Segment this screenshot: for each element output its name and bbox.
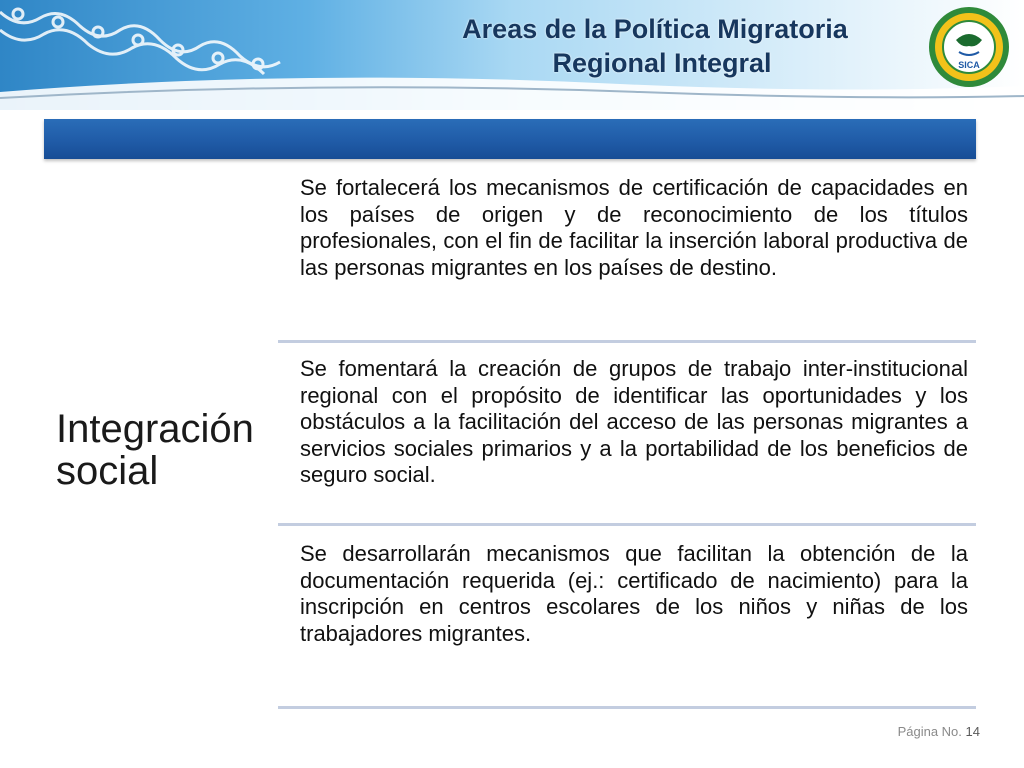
policy-item: Se desarrollarán mecanismos que facilitan la obtención de la documentación requerida (ej.: certificado de nacimiento) para la inscripción en centros escolares de los niños y niñas de los trabajadores migrantes. — [300, 541, 968, 646]
policy-item: Se fortalecerá los mecanismos de certificación de capacidades en los países de origen y de reconocimiento de los títulos profesionales, con el fin de facilitar la inserción laboral productiva de las personas migrantes en los países de destino. — [300, 175, 968, 280]
page-number-value: 14 — [965, 724, 980, 739]
slide-title — [395, 12, 915, 80]
item-divider — [278, 340, 976, 343]
page-label: Página No. — [897, 724, 962, 739]
item-divider — [278, 706, 976, 709]
logo-center-text: SICA — [958, 60, 980, 70]
category-label: Integración social — [56, 407, 254, 493]
header-bar — [44, 119, 976, 159]
policy-item: Se fomentará la creación de grupos de trabajo inter-institucional regional con el propósito de identificar las oportunidades y los obstáculos a la facilitación del acceso de las personas migrantes a servicios sociales primarios y a la portabilidad de los beneficios de seguro social. — [300, 356, 968, 487]
page-number — [870, 724, 980, 739]
sica-seal-icon — [926, 0, 1012, 100]
title-line-1: Areas de la Política Migratoria — [462, 14, 848, 44]
title-line-2: Regional Integral — [552, 48, 772, 78]
item-divider — [278, 523, 976, 526]
slide-header — [0, 0, 1024, 110]
